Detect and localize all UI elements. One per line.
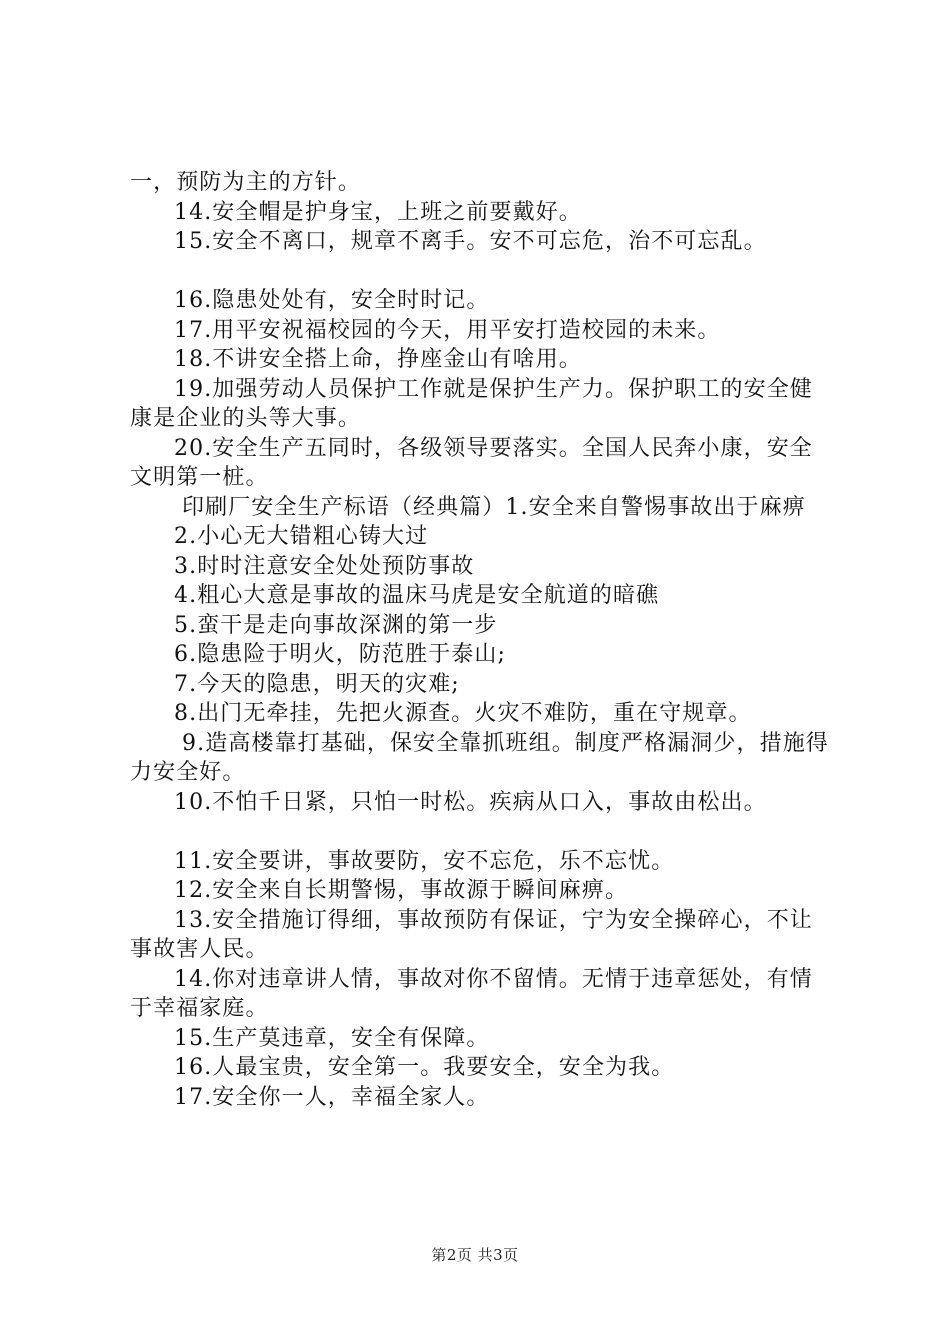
paragraph-8: 20.安全生产五同时，各级领导要落实。全国人民奔小康，安全文明第一桩。 [130, 435, 813, 490]
paragraph-25: 17.安全你一人，幸福全家人。 [174, 1084, 490, 1110]
paragraph-11: 3.时时注意安全处处预防事故 [174, 553, 475, 579]
paragraph-18: 10.不怕千日紧，只怕一时松。疾病从口入，事故由松出。 [174, 789, 767, 815]
paragraph-17: 9.造高楼靠打基础，保安全靠抓班组。制度严格漏洞少，措施得力安全好。 [130, 730, 829, 785]
paragraph-5: 17.用平安祝福校园的今天，用平安打造校园的未来。 [174, 317, 721, 343]
paragraph-14: 6.隐患险于明火，防范胜于泰山; [174, 642, 507, 667]
paragraph-13: 5.蛮干是走向事故深渊的第一步 [174, 612, 498, 638]
paragraph-10: 2.小心无大错粗心铸大过 [174, 524, 429, 549]
paragraph-3: 15.安全不离口，规章不离手。安不可忘危，治不可忘乱。 [174, 229, 767, 254]
paragraph-2: 14.安全帽是护身宝，上班之前要戴好。 [174, 199, 582, 225]
paragraph-19: 11.安全要讲，事故要防，安不忘危，乐不忘忧。 [174, 848, 675, 874]
paragraph-23: 15.生产莫违章，安全有保障。 [174, 1025, 490, 1051]
paragraph-15: 7.今天的隐患，明天的灾难; [174, 671, 460, 697]
paragraph-4: 16.隐患处处有，安全时时记。 [174, 288, 490, 313]
paragraph-22: 14.你对违章讲人情，事故对你不留情。无情于违章惩处，有情于幸福家庭。 [130, 966, 813, 1021]
paragraph-9: 印刷厂安全生产标语（经典篇）1.安全来自警惕事故出于麻痹 [182, 494, 806, 520]
paragraph-12: 4.粗心大意是事故的温床马虎是安全航道的暗礁 [174, 583, 660, 608]
document-body [130, 168, 830, 1112]
paragraph-21: 13.安全措施订得细，事故预防有保证，宁为安全操碎心，不让事故害人民。 [130, 907, 813, 962]
paragraph-1: 一，预防为主的方针。 [130, 170, 362, 195]
paragraph-24: 16.人最宝贵，安全第一。我要安全，安全为我。 [174, 1055, 675, 1080]
paragraph-6: 18.不讲安全搭上命，挣座金山有啥用。 [174, 347, 582, 372]
page-number-footer: 第2页 共3页 [431, 1246, 519, 1264]
blank-line [130, 257, 830, 287]
paragraph-16: 8.出门无牵挂，先把火源查。火灾不难防，重在守规章。 [174, 701, 752, 726]
paragraph-7: 19.加强劳动人员保护工作就是保护生产力。保护职工的安全健康是企业的头等大事。 [130, 376, 813, 431]
paragraph-20: 12.安全来自长期警惕，事故源于瞬间麻痹。 [174, 878, 629, 903]
blank-line [130, 817, 830, 847]
